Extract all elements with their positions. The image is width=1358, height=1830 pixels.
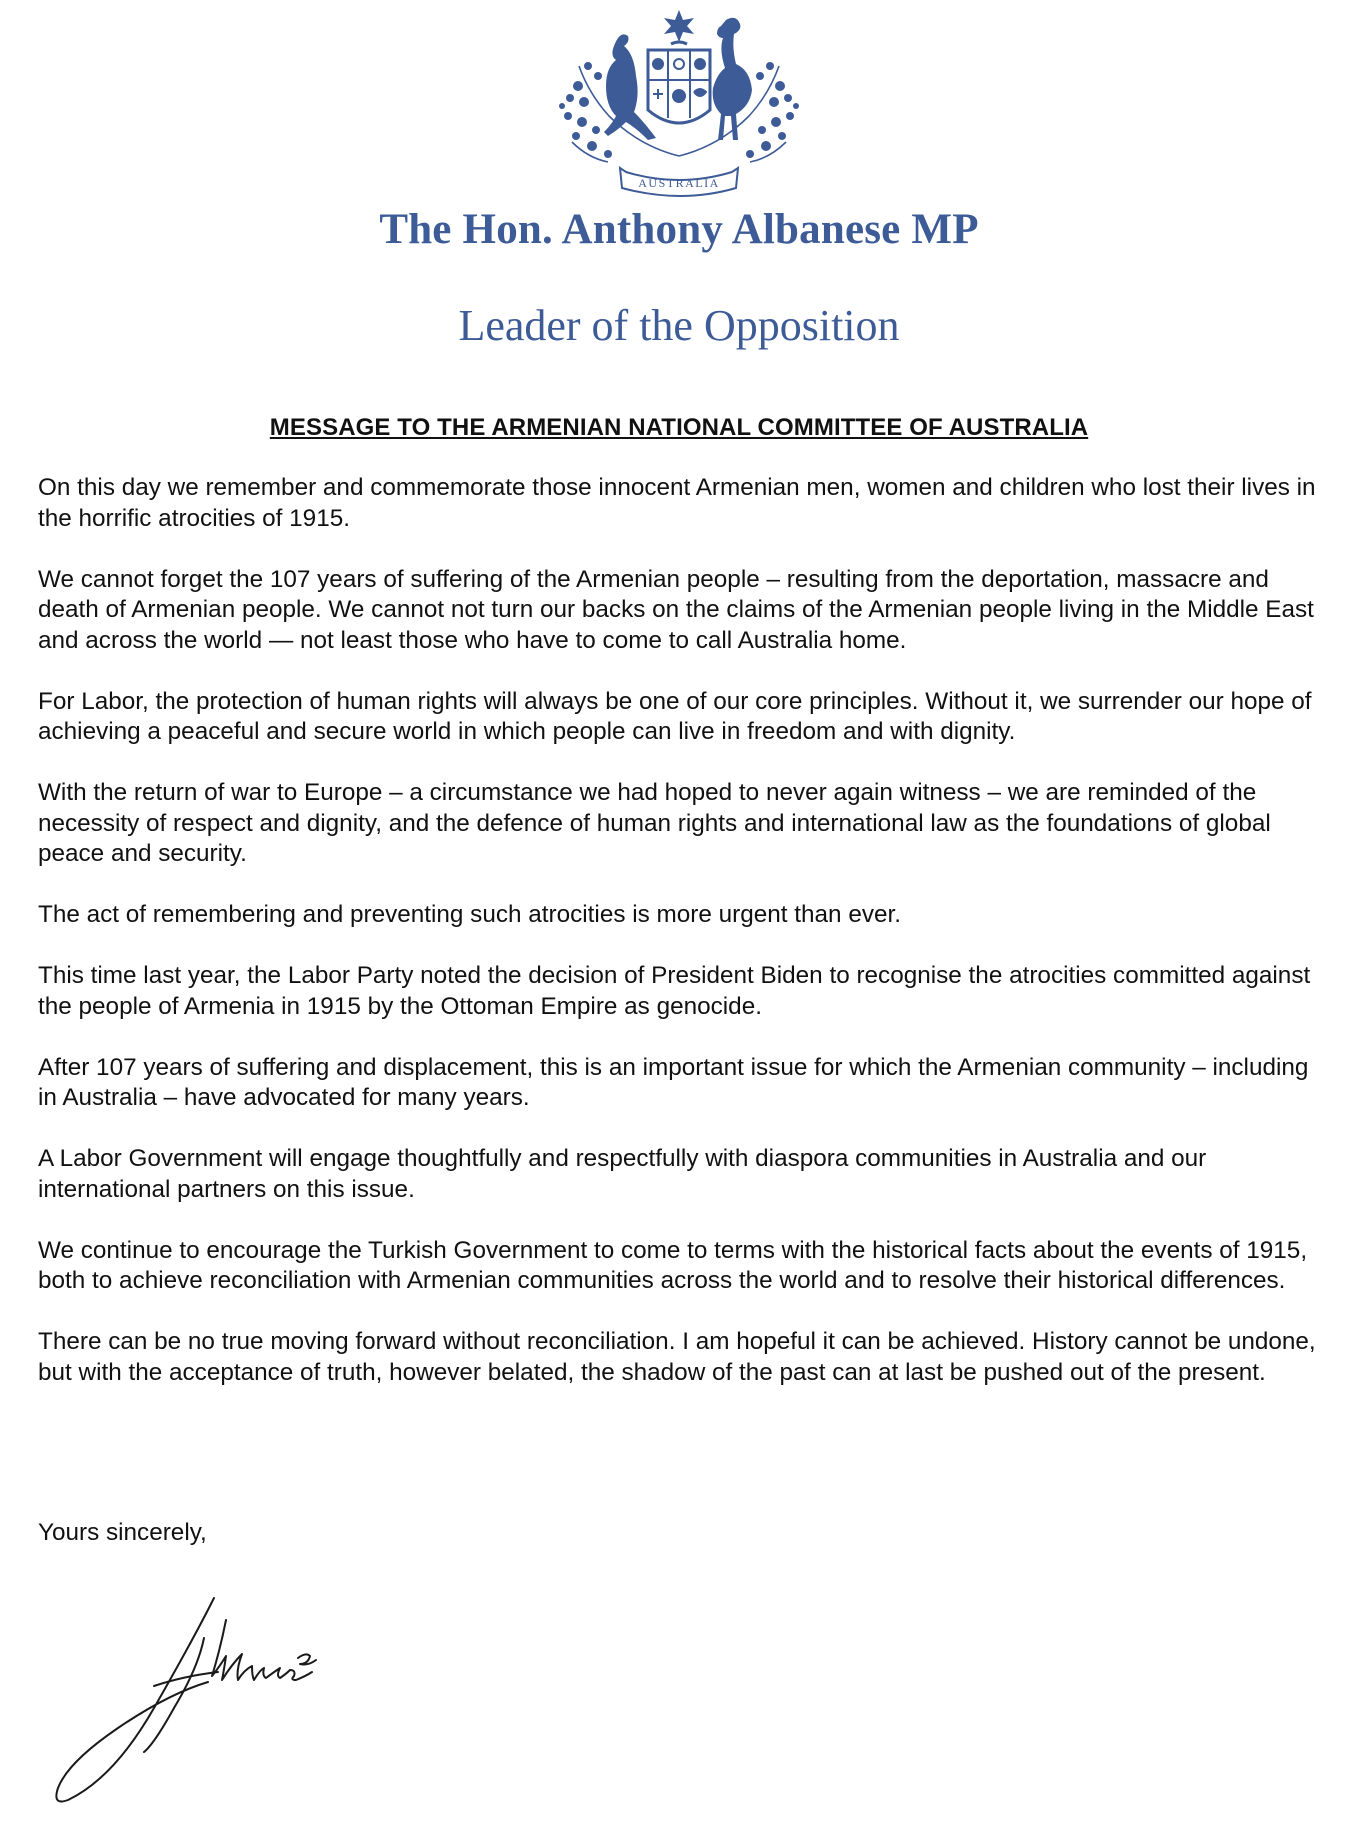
- coat-of-arms-crest: [548, 6, 810, 202]
- crest-scroll-text: AUSTRALIA: [638, 176, 720, 190]
- letter-subject: MESSAGE TO THE ARMENIAN NATIONAL COMMITTEE OF AUSTRALIA: [269, 414, 1089, 441]
- letterhead: [0, 0, 1358, 380]
- body-paragraph: The act of remembering and preventing such atrocities is more urgent than ever.: [38, 901, 901, 928]
- body-paragraph: There can be no true moving forward without reconciliation. I am hopeful it can be achieved. History cannot be undone, but with the acceptance of truth, however belated, the shadow of the past can at last be pushed out of the present.: [38, 1328, 1316, 1386]
- body-paragraph: A Labor Government will engage thoughtfully and respectfully with diaspora communities in Australia and our international partners on this issue.: [38, 1145, 1207, 1203]
- body-paragraph: This time last year, the Labor Party noted the decision of President Biden to recognise the atrocities committed against the people of Armenia in 1915 by the Ottoman Empire as genocide.: [38, 962, 1311, 1020]
- body-paragraph: On this day we remember and commemorate those innocent Armenian men, women and children who lost their lives in the horrific atrocities of 1915.: [38, 474, 1316, 532]
- handwritten-signature: [36, 1580, 376, 1820]
- body-paragraph: For Labor, the protection of human rights will always be one of our core principles. Without it, we surrender our hope of achieving a peaceful and secure world in which people can live in freedom and with dignity.: [38, 687, 1312, 745]
- member-role: Leader of the Opposition: [458, 301, 900, 350]
- body-paragraph: We continue to encourage the Turkish Government to come to terms with the historical facts about the events of 1915, both to achieve reconciliation with Armenian communities across the world and to resolve their historical differences.: [38, 1236, 1308, 1294]
- body-paragraph: After 107 years of suffering and displacement, this is an important issue for which the Armenian community – including in Australia – have advocated for many years.: [38, 1053, 1309, 1111]
- letter-body: [38, 473, 1328, 1419]
- body-paragraph: We cannot forget the 107 years of suffering of the Armenian people – resulting from the deportation, massacre and death of Armenian people. We cannot not turn our backs on the claims of the Armenian people living in the Middle East and across the world — not least those who have to come to call Australia home.: [38, 565, 1314, 654]
- letter-closing: Yours sincerely,: [38, 1519, 207, 1546]
- member-name: The Hon. Anthony Albanese MP: [379, 206, 979, 253]
- body-paragraph: With the return of war to Europe – a circumstance we had hoped to never again witness – we are reminded of the necessity of respect and dignity, and the defence of human rights and international law as the foundations of global peace and security.: [38, 779, 1271, 867]
